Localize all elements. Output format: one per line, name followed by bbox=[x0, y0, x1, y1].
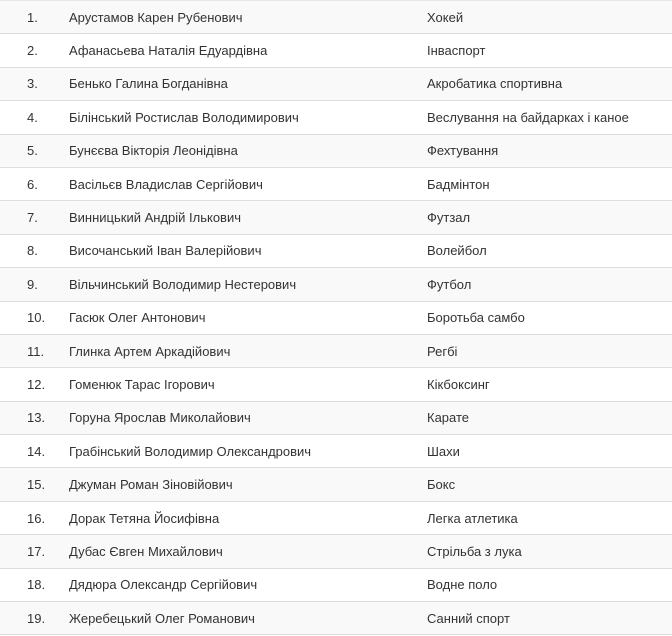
row-number: 10. bbox=[0, 301, 69, 334]
sport-name: Футбол bbox=[427, 268, 672, 301]
row-number: 18. bbox=[0, 568, 69, 601]
person-name: Васільєв Владислав Сергійович bbox=[69, 167, 427, 200]
person-name: Дубас Євген Михайлович bbox=[69, 535, 427, 568]
sport-name: Бокс bbox=[427, 468, 672, 501]
table-row bbox=[0, 67, 672, 100]
sport-name: Хокей bbox=[427, 1, 672, 34]
person-name: Гасюк Олег Антонович bbox=[69, 301, 427, 334]
person-name: Бенько Галина Богданівна bbox=[69, 67, 427, 100]
person-name: Височанський Іван Валерійович bbox=[69, 234, 427, 267]
person-name: Джуман Роман Зіновійович bbox=[69, 468, 427, 501]
sport-name: Карате bbox=[427, 401, 672, 434]
table-row bbox=[0, 268, 672, 301]
table-row bbox=[0, 468, 672, 501]
sport-name: Волейбол bbox=[427, 234, 672, 267]
row-number: 4. bbox=[0, 101, 69, 134]
row-number: 2. bbox=[0, 34, 69, 67]
sport-name: Футзал bbox=[427, 201, 672, 234]
table-row bbox=[0, 435, 672, 468]
sport-name: Водне поло bbox=[427, 568, 672, 601]
row-number: 14. bbox=[0, 435, 69, 468]
person-name: Глинка Артем Аркадійович bbox=[69, 334, 427, 367]
row-number: 3. bbox=[0, 67, 69, 100]
person-name: Білінський Ростислав Володимирович bbox=[69, 101, 427, 134]
table-row bbox=[0, 201, 672, 234]
sport-name: Боротьба самбо bbox=[427, 301, 672, 334]
table-row bbox=[0, 134, 672, 167]
row-number: 5. bbox=[0, 134, 69, 167]
sport-name: Фехтування bbox=[427, 134, 672, 167]
table-row bbox=[0, 234, 672, 267]
table-row bbox=[0, 535, 672, 568]
row-number: 15. bbox=[0, 468, 69, 501]
table-row bbox=[0, 1, 672, 34]
row-number: 12. bbox=[0, 368, 69, 401]
table-row bbox=[0, 368, 672, 401]
sport-name: Легка атлетика bbox=[427, 501, 672, 534]
table-row bbox=[0, 101, 672, 134]
sport-name: Веслування на байдарках і каное bbox=[427, 101, 672, 134]
sport-name: Інваспорт bbox=[427, 34, 672, 67]
row-number: 16. bbox=[0, 501, 69, 534]
row-number: 17. bbox=[0, 535, 69, 568]
table-row bbox=[0, 167, 672, 200]
table-row bbox=[0, 34, 672, 67]
sport-name: Бадмінтон bbox=[427, 167, 672, 200]
person-name: Афанасьева Наталія Едуардівна bbox=[69, 34, 427, 67]
table-row bbox=[0, 501, 672, 534]
sport-name: Санний спорт bbox=[427, 602, 672, 635]
row-number: 6. bbox=[0, 167, 69, 200]
person-name: Бунєєва Вікторія Леонідівна bbox=[69, 134, 427, 167]
person-name: Жеребецький Олег Романович bbox=[69, 602, 427, 635]
table-body bbox=[0, 1, 672, 635]
person-name: Дорак Тетяна Йосифівна bbox=[69, 501, 427, 534]
table-row bbox=[0, 334, 672, 367]
sport-name: Кікбоксинг bbox=[427, 368, 672, 401]
row-number: 9. bbox=[0, 268, 69, 301]
person-name: Вільчинський Володимир Нестерович bbox=[69, 268, 427, 301]
person-name: Арустамов Карен Рубенович bbox=[69, 1, 427, 34]
row-number: 11. bbox=[0, 334, 69, 367]
person-name: Винницький Андрій Ількович bbox=[69, 201, 427, 234]
sport-name: Регбі bbox=[427, 334, 672, 367]
person-name: Гоменюк Тарас Ігорович bbox=[69, 368, 427, 401]
row-number: 13. bbox=[0, 401, 69, 434]
row-number: 8. bbox=[0, 234, 69, 267]
sport-name: Стрільба з лука bbox=[427, 535, 672, 568]
row-number: 7. bbox=[0, 201, 69, 234]
person-name: Горуна Ярослав Миколайович bbox=[69, 401, 427, 434]
person-name: Грабінський Володимир Олександрович bbox=[69, 435, 427, 468]
row-number: 1. bbox=[0, 1, 69, 34]
table-row bbox=[0, 401, 672, 434]
table-row bbox=[0, 301, 672, 334]
person-name: Дядюра Олександр Сергійович bbox=[69, 568, 427, 601]
sport-name: Шахи bbox=[427, 435, 672, 468]
sport-name: Акробатика спортивна bbox=[427, 67, 672, 100]
table-row bbox=[0, 602, 672, 635]
table-row bbox=[0, 568, 672, 601]
row-number: 19. bbox=[0, 602, 69, 635]
